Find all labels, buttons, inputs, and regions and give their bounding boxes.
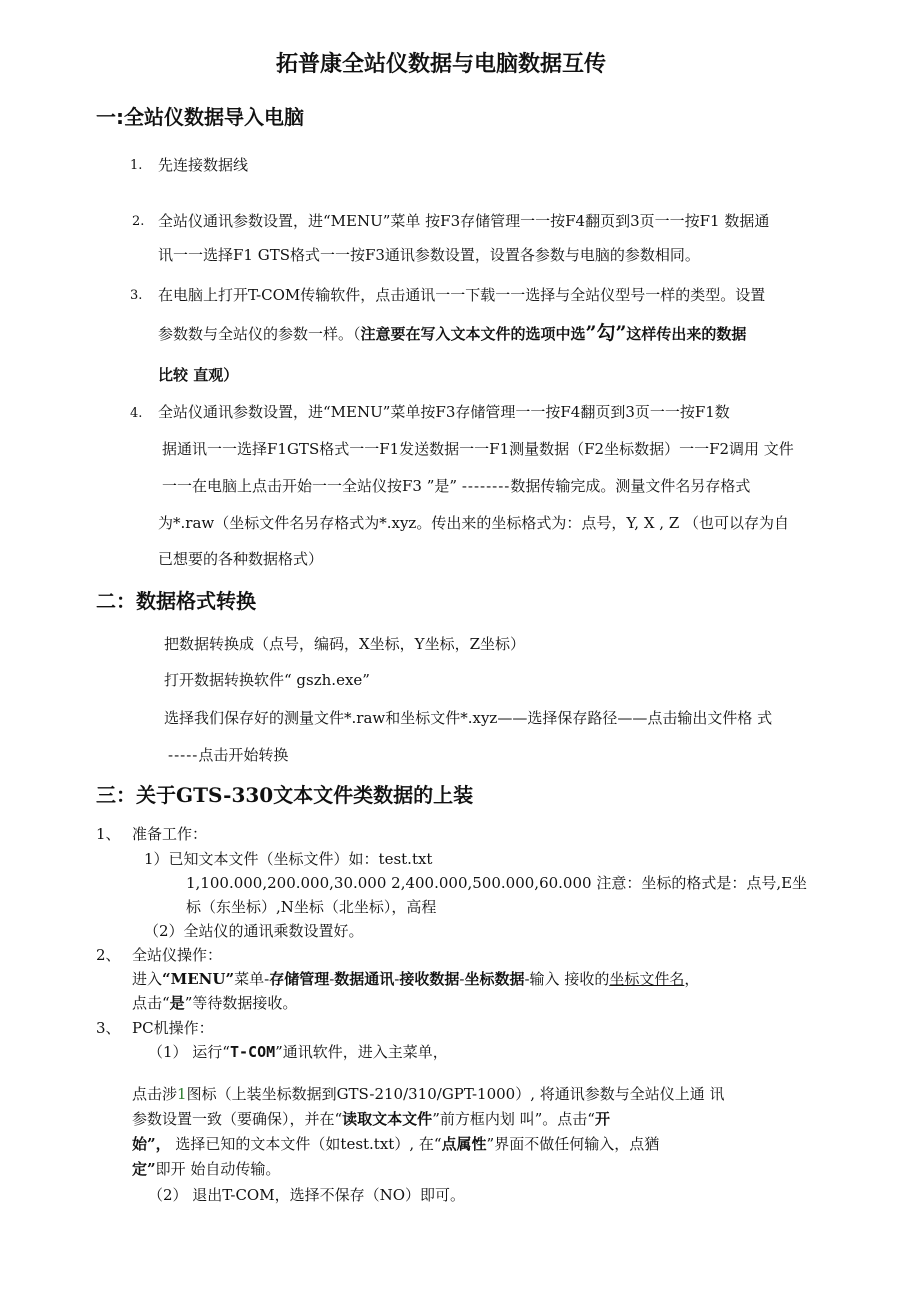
item-number: 3、 <box>96 1019 121 1037</box>
item-1-sub-1-line-3: 标（东坐标）,N坐标（北坐标），高程 <box>186 898 437 916</box>
item-4-line-5: 已想要的各种数据格式） <box>158 550 324 568</box>
item-2-line-2: 讯一一选择F1 GTS格式一一按F3通讯参数设置，设置各参数与电脑的参数相同。 <box>158 246 700 264</box>
t: -输入 接收的 <box>524 970 610 988</box>
item-number: 2. <box>132 214 145 229</box>
item-3-para-line-1 <box>132 1084 725 1104</box>
item-1-sub-1-line-2: 1,100.000,200.000,30.000 2,400.000,500.000,60.000 注意：坐标的格式是：点号,E坐 <box>186 874 808 892</box>
section-3-heading: 三：关于GTS-330文本文件类数据的上装 <box>96 783 474 807</box>
item-2-line-2 <box>132 993 297 1013</box>
item-4-line-1: 全站仪通讯参数设置，进“MENU”菜单按F3存储管理一一按F4翻页到3页一一按F1数 <box>158 403 730 421</box>
t: 点击“ <box>132 994 170 1012</box>
t-bold: 是 <box>169 994 185 1012</box>
item-2-label: 全站仪操作： <box>132 946 223 964</box>
t: ， <box>684 970 700 988</box>
item-3-sub-2: （2） 退出T-COM，选择不保存（NO）即可。 <box>148 1186 466 1204</box>
t-bold: 坐标数据 <box>464 970 525 988</box>
t: 图标（上装坐标数据到GTS-210/310/GPT-1000）, 将通讯参数与全站仪上通 讯 <box>186 1085 725 1103</box>
dash-separator: -------- <box>461 477 511 495</box>
t: ”前方框内划 叫”。点击“ <box>432 1110 595 1128</box>
item-1-label: 准备工作： <box>132 825 208 843</box>
t: 点击涉 <box>132 1085 178 1103</box>
item-2-line-1 <box>132 969 699 989</box>
item-1-sub-2: （2）全站仪的通讯乘数设置好。 <box>144 922 364 940</box>
t-bold: 开 <box>594 1110 610 1128</box>
dash-separator: ----- <box>168 746 199 764</box>
item-3-para-line-2 <box>132 1109 610 1129</box>
t: 即开 始自动传输。 <box>155 1160 281 1178</box>
icon-number: 1 <box>177 1085 187 1103</box>
t: - <box>394 970 400 988</box>
t: （1） 运行“ <box>148 1043 230 1061</box>
item-2-line-1: 全站仪通讯参数设置，进“MENU”菜单 按F3存储管理一一按F4翻页到3页一一按F1 数据通 <box>158 212 770 230</box>
t: 选择已知的文本文件（如test.txt）, 在“ <box>170 1135 442 1153</box>
section-2-line-3: 选择我们保存好的测量文件*.raw和坐标文件*.xyz——选择保存路径——点击输出文件格 式 <box>164 709 773 727</box>
section-2-line-1: 把数据转换成（点号，编码，X坐标，Y坐标，Z坐标） <box>164 635 526 653</box>
t: - <box>459 970 465 988</box>
item-4-line-4: 为*.raw（坐标文件名另存格式为*.xyz。传出来的坐标格式为：点号，Y, X , Z （也可以存为自 <box>158 514 790 532</box>
page-title: 拓普康全站仪数据与电脑数据互传 <box>276 52 607 77</box>
item-3-line-1: 在电脑上打开T-COM传输软件，点击通讯一一下载一一选择与全站仪型号一样的类型。设置 <box>158 286 766 304</box>
item-1-text: 先连接数据线 <box>158 156 249 174</box>
t-bold: 接收数据 <box>399 970 460 988</box>
item-number: 1. <box>130 158 143 173</box>
t-bold: 读取文本文件 <box>342 1110 433 1128</box>
t: - <box>329 970 335 988</box>
item-3-check-mark: ”勾” <box>585 322 627 344</box>
t: 菜单- <box>234 970 270 988</box>
t-bold: 点属性 <box>441 1135 487 1153</box>
section-2-line-2: 打开数据转换软件“ gszh.exe” <box>164 671 370 689</box>
section-2-line-4 <box>168 745 288 765</box>
item-number: 4. <box>130 406 143 421</box>
item-1-sub-1: 1）已知文本文件（坐标文件）如：test.txt <box>144 850 433 868</box>
t: 参数设置一致（要确保），并在“ <box>132 1110 343 1128</box>
item-3-sub-1 <box>148 1042 448 1062</box>
item-3-note: 注意要在写入文本文件的选项中选 <box>360 325 586 343</box>
item-3-label: PC机操作： <box>132 1019 214 1037</box>
item-4-line-3 <box>162 476 750 496</box>
item-4-text: 一一在电脑上点击开始一一全站仪按F3 ”是” <box>162 477 462 495</box>
section-2-last-text: 点击开始转换 <box>198 746 289 764</box>
item-number: 1、 <box>96 825 121 843</box>
t-bold: 数据通讯 <box>334 970 395 988</box>
underlined-filename: 坐标文件名 <box>609 970 685 988</box>
t: ”界面不做任何输入，点猶 <box>486 1135 660 1153</box>
menu-label: “MENU” <box>162 970 235 988</box>
t-bold: 定” <box>132 1160 156 1178</box>
item-3-text: 参数数与全站仪的参数一样。（ <box>158 325 361 343</box>
item-3-para-line-4 <box>132 1159 280 1179</box>
t-bold: 存储管理 <box>269 970 330 988</box>
item-4-line-2: 据通讯一一选择F1GTS格式一一F1发送数据一一F1测量数据（F2坐标数据）一一F2调用 文件 <box>162 440 794 458</box>
t: ”等待数据接收。 <box>184 994 298 1012</box>
item-4-text-2: 数据传输完成。 <box>510 477 616 495</box>
item-3-line-3: 比较 直观） <box>158 366 239 384</box>
t: 进入 <box>132 970 163 988</box>
section-1-heading: 一:全站仪数据导入电脑 <box>96 105 304 129</box>
t-bold: 始”， <box>132 1135 171 1153</box>
item-3-note-tail: 这样传出来的数据 <box>626 325 747 343</box>
item-number: 3. <box>130 288 143 303</box>
t-bold: T-COM <box>229 1043 276 1061</box>
item-number: 2、 <box>96 946 121 964</box>
t: ”通讯软件，进入主菜单， <box>275 1043 448 1061</box>
item-4-text-3: 测量文件名另存格式 <box>615 477 751 495</box>
section-2-heading: 二：数据格式转换 <box>96 589 256 613</box>
item-3-line-2 <box>158 323 746 344</box>
item-3-para-line-3 <box>132 1134 659 1154</box>
